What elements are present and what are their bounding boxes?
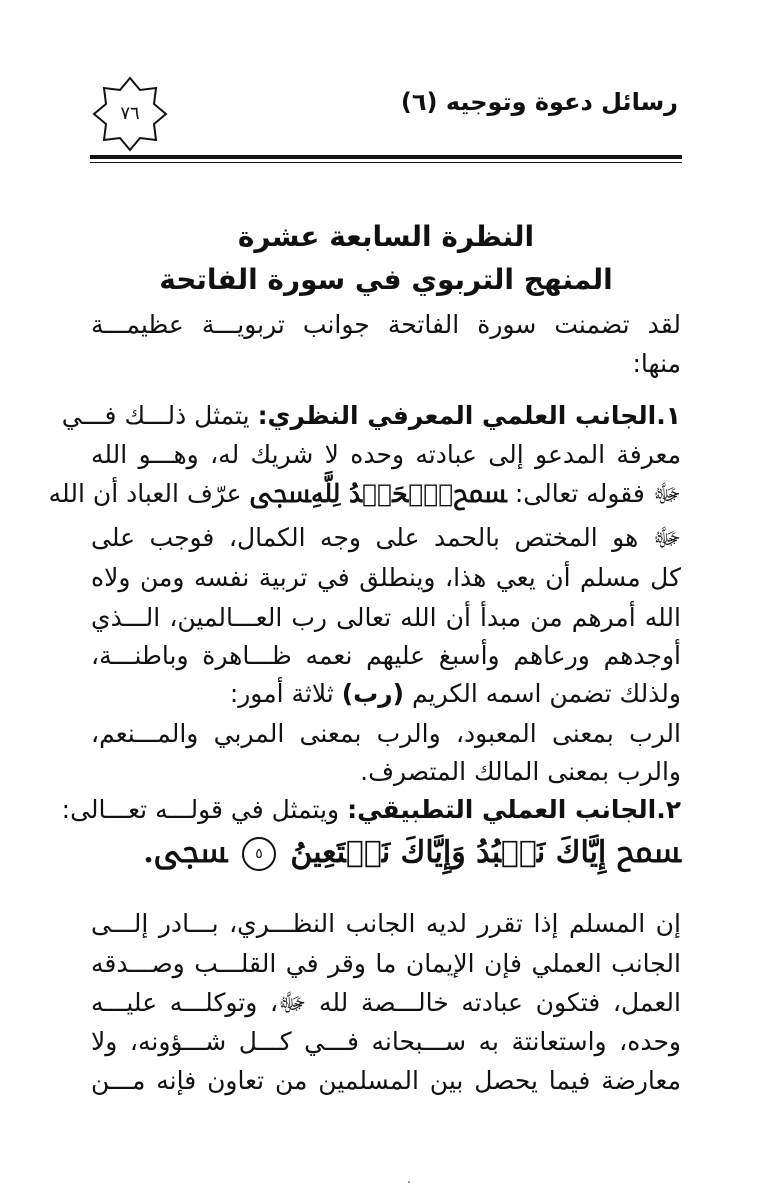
- body-line: الجانب العملي فإن الإيمان ما وقر في القلـــب وصـــدقه: [91, 949, 681, 978]
- quran-quote: ٱلۡحَمۡدُ لِلَّهِ: [311, 479, 454, 508]
- header-rule-thick: [90, 155, 682, 159]
- header-rule-thin: [90, 162, 682, 163]
- quran-bracket-close: ﵞ: [153, 835, 228, 870]
- body-line: ﷻ هو المختص بالحمد على وجه الكمال، فوجب على: [91, 523, 681, 552]
- quran-bracket-close: ﵞ: [249, 479, 312, 508]
- point-heading: ٢.الجانب العملي التطبيقي:: [347, 795, 681, 824]
- book-title: رسائل دعوة وتوجيه (٦): [400, 88, 678, 116]
- body-line: معارضة فيما يحصل بين المسلمين من تعاون فإنه مـــن: [91, 1066, 681, 1095]
- body-text: ولذلك تضمن اسمه الكريم: [404, 679, 681, 708]
- page-number: ٧٦: [120, 103, 140, 124]
- highlight-term: (رب): [341, 679, 405, 708]
- body-line: [61, 792, 681, 828]
- body-text: يتمثل ذلـــك فـــي: [61, 401, 258, 430]
- scan-speck: [408, 1181, 410, 1183]
- body-text: ثلاثة أمور:: [229, 679, 342, 708]
- quran-bracket-open: ﵟ: [616, 835, 681, 870]
- body-line: لقد تضمنت سورة الفاتحة جوانب تربويـــة عظيمـــة: [91, 310, 681, 339]
- point-heading: ١.الجانب العلمي المعرفي النظري:: [257, 401, 681, 430]
- body-text: ﷻ فقوله تعالى:: [506, 479, 681, 508]
- body-line: الرب بمعنى المعبود، والرب بمعنى المربي والمـــنعم،: [91, 719, 681, 748]
- body-line: والرب بمعنى المالك المتصرف.: [360, 757, 681, 786]
- body-line: منها:: [632, 349, 681, 378]
- body-line: العمل، فتكون عبادته خالـــصة لله ﷻ، وتوكلـــه عليـــه: [91, 988, 681, 1017]
- body-line: وحده، واستعانتة به ســـبحانه فـــي كـــل شـــؤونه، ولا: [91, 1027, 681, 1056]
- quran-bracket-open: ﵟ: [453, 479, 507, 508]
- body-line: كل مسلم أن يعي هذا، وينطلق في تربية نفسه ومن ولاه: [91, 563, 681, 592]
- quran-ayah: [91, 830, 681, 876]
- body-line: إن المسلم إذا تقرر لديه الجانب النظـــري، بـــادر إلـــى: [91, 909, 681, 938]
- body-line: [61, 398, 681, 434]
- body-line: أوجدهم ورعاهم وأسبغ عليهم نعمه ظـــاهرة وباطنـــة،: [91, 641, 681, 670]
- ayah-end-mark: .: [143, 835, 154, 870]
- section-subtitle: المنهج التربوي في سورة الفاتحة: [159, 263, 613, 296]
- body-line: معرفة المدعو إلى عبادته وحده لا شريك له، وهـــو الله: [91, 440, 681, 469]
- body-text: ويتمثل في قولـــه تعـــالى:: [61, 795, 348, 824]
- ayah-text: إِيَّاكَ نَعۡبُدُ وَإِيَّاكَ نَسۡتَعِينُ: [290, 835, 607, 870]
- body-line: الله أمرهم من مبدأ أن الله تعالى رب العـــالمين، الـــذي: [91, 603, 681, 632]
- body-text: عرّف العباد أن الله: [48, 479, 250, 508]
- body-line: [48, 476, 681, 512]
- section-title: النظرة السابعة عشرة: [237, 220, 535, 253]
- ayah-number-icon: ٥: [242, 837, 276, 871]
- body-line: [91, 676, 681, 712]
- page-number-badge: [90, 74, 170, 154]
